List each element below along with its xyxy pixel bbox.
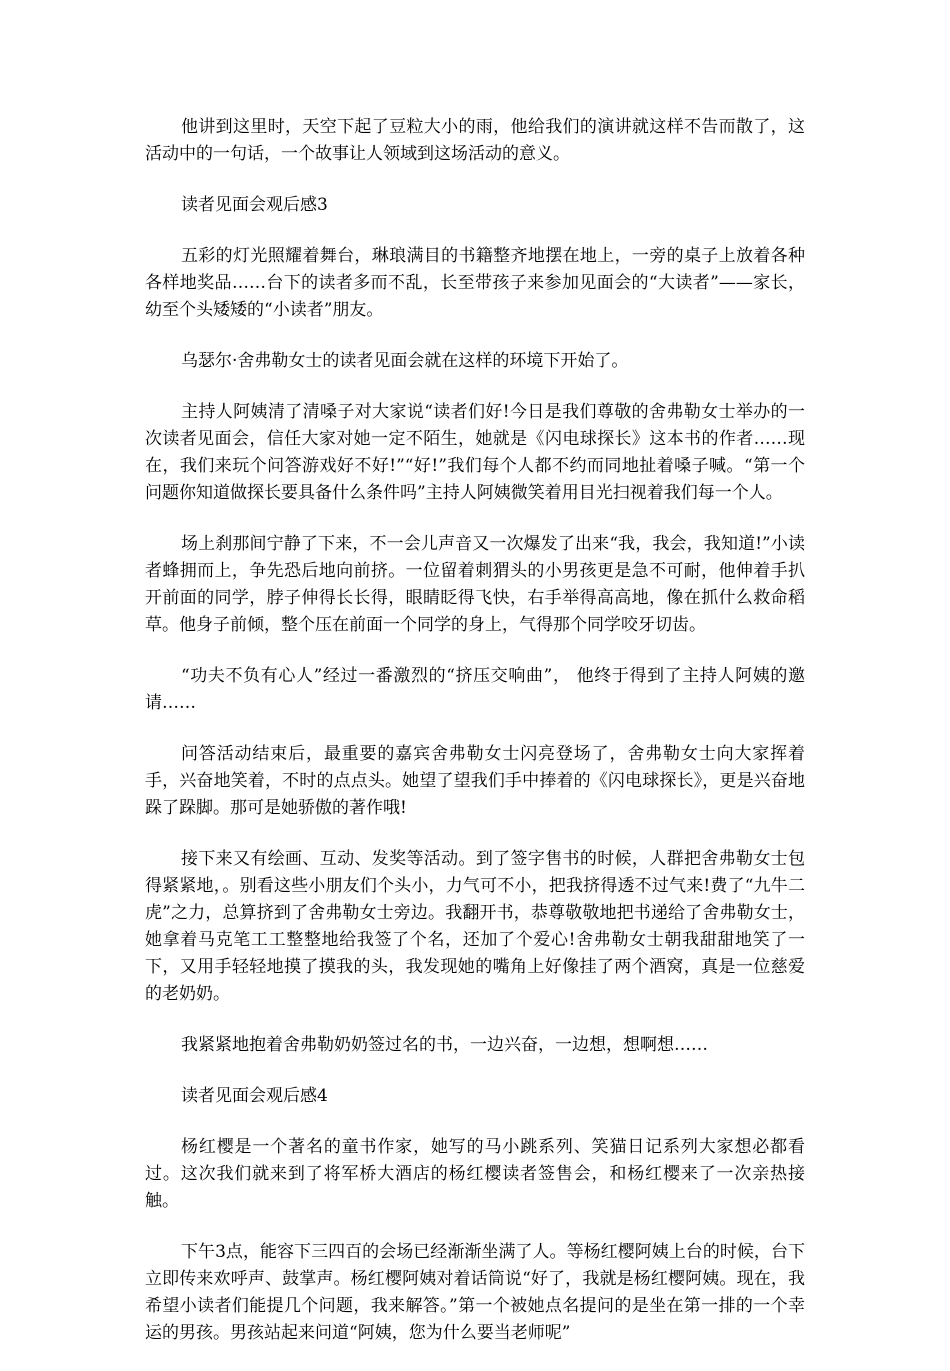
paragraph: 下午3点，能容下三四百的会场已经渐渐坐满了人。等杨红樱阿姨上台的时候，台下立即传来欢呼声、鼓掌声。杨红樱阿姨对着话筒说“好了，我就是杨红樱阿姨。现在，我希望小读者们能提几个问题，我来解答。”第一个被她点名提问的是坐在第一排的一个幸运的男孩。男孩站起来问道“阿姨，您为什么要当老师呢” [145,1242,805,1343]
paragraph: 接下来又有绘画、互动、发奖等活动。到了签字售书的时候，人群把舍弗勒女士包得紧紧地，。别看这些小朋友们个头小，力气可不小，把我挤得透不过气来!费了“九牛二虎”之力，总算挤到了舍弗勒女士旁边。我翻开书，恭尊敬敬地把书递给了舍弗勒女士，她拿着马克笔工工整整地给我签了个名，还加了个爱心!舍弗勒女士朝我甜甜地笑了一下，又用手轻轻地摸了摸我的头，我发现她的嘴角上好像挂了两个酒窝，真是一位慈爱的老奶奶。 [145,849,805,1004]
paragraph: 我紧紧地抱着舍弗勒奶奶签过名的书，一边兴奋，一边想，想啊想…… [181,1035,708,1055]
section-heading: 读者见面会观后感4 [181,1086,328,1106]
paragraph: 场上刹那间宁静了下来，不一会儿声音又一次爆发了出来“我，我会，我知道!”小读者蜂拥而上，争先恐后地向前挤。一位留着刺猬头的小男孩更是急不可耐，他伸着手扒开前面的同学，脖子伸得长长得，眼睛眨得飞快，右手举得高高地，像在抓什么救命稻草。他身子前倾，整个压在前面一个同学的身上，气得那个同学咬牙切齿。 [145,534,805,635]
paragraph: 杨红樱是一个著名的童书作家，她写的马小跳系列、笑猫日记系列大家想必都看过。这次我们就来到了将军桥大酒店的杨红樱读者签售会，和杨红樱来了一次亲热接触。 [145,1137,805,1211]
paragraph: 他讲到这里时，天空下起了豆粒大小的雨，他给我们的演讲就这样不告而散了，这活动中的一句话，一个故事让人领域到这场活动的意义。 [145,117,805,164]
document-page [145,114,805,1371]
paragraph: 问答活动结束后，最重要的嘉宾舍弗勒女士闪亮登场了，舍弗勒女士向大家挥着手，兴奋地笑着，不时的点点头。她望了望我们手中捧着的《闪电球探长》，更是兴奋地跺了跺脚。那可是她骄傲的著作哦! [145,744,805,818]
paragraph: 主持人阿姨清了清嗓子对大家说“读者们好!今日是我们尊敬的舍弗勒女士举办的一次读者见面会，信任大家对她一定不陌生，她就是《闪电球探长》这本书的作者……现在，我们来玩个问答游戏好不好!”“好!”我们每个人都不约而同地扯着嗓子喊。“第一个问题你知道做探长要具备什么条件吗”主持人阿姨微笑着用目光扫视着我们每一个人。 [145,402,805,503]
paragraph: 乌瑟尔·舍弗勒女士的读者见面会就在这样的环境下开始了。 [181,351,629,371]
paragraph: 五彩的灯光照耀着舞台，琳琅满目的书籍整齐地摆在地上，一旁的桌子上放着各种各样地奖品……台下的读者多而不乱，长至带孩子来参加见面会的“大读者”——家长，幼至个头矮矮的“小读者”朋友。 [145,246,805,320]
section-heading: 读者见面会观后感3 [181,195,328,215]
paragraph: “功夫不负有心人”经过一番激烈的“挤压交响曲”， 他终于得到了主持人阿姨的邀请…… [145,666,805,713]
